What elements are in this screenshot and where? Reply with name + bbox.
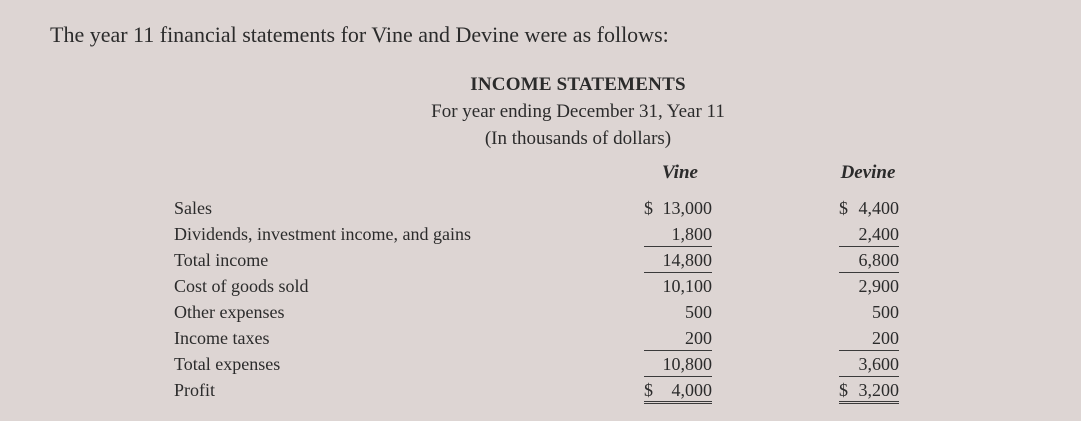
vine-value xyxy=(644,276,712,298)
amount: 500 xyxy=(685,302,712,322)
devine-value xyxy=(839,380,899,404)
devine-value xyxy=(839,276,899,298)
vine-value xyxy=(644,224,712,247)
devine-value xyxy=(839,224,899,247)
row-other-expenses xyxy=(0,300,1081,326)
statement-units: (In thousands of dollars) xyxy=(484,128,672,149)
intro-text: The year 11 financial statements for Vine and Devine were as follows: xyxy=(50,22,669,47)
row-label: Dividends, investment income, and gains xyxy=(174,224,471,244)
row-label: Sales xyxy=(174,198,212,218)
amount: 3,200 xyxy=(858,380,899,400)
amount: 200 xyxy=(872,328,899,348)
amount: 10,800 xyxy=(662,354,712,374)
amount: 2,400 xyxy=(858,224,899,244)
amount: 6,800 xyxy=(858,250,899,270)
row-label: Total income xyxy=(174,250,269,270)
row-cost-of-goods-sold xyxy=(0,274,1081,300)
amount: 3,600 xyxy=(858,354,899,374)
row-label: Total expenses xyxy=(174,354,281,374)
amount: 1,800 xyxy=(671,224,712,244)
row-sales xyxy=(0,196,1081,222)
vine-value xyxy=(644,354,712,377)
row-total-expenses xyxy=(0,352,1081,378)
row-label: Income taxes xyxy=(174,328,270,348)
vine-value xyxy=(644,198,712,220)
row-income-taxes xyxy=(0,326,1081,352)
amount: 4,400 xyxy=(858,198,899,218)
devine-value xyxy=(839,250,899,273)
vine-value xyxy=(644,250,712,273)
devine-value xyxy=(839,302,899,324)
row-total-income xyxy=(0,248,1081,274)
currency-symbol: $ xyxy=(644,198,653,218)
column-header-vine: Vine xyxy=(662,162,698,183)
currency-symbol: $ xyxy=(839,198,848,218)
row-profit xyxy=(0,378,1081,404)
vine-value xyxy=(644,328,712,351)
amount: 2,900 xyxy=(858,276,899,296)
amount: 200 xyxy=(685,328,712,348)
devine-value xyxy=(839,328,899,351)
column-header-devine: Devine xyxy=(840,162,896,183)
devine-value xyxy=(839,354,899,377)
row-dividends xyxy=(0,222,1081,248)
currency-symbol: $ xyxy=(839,380,848,400)
amount: 13,000 xyxy=(662,198,712,218)
vine-value xyxy=(644,380,712,404)
amount: 500 xyxy=(872,302,899,322)
amount: 4,000 xyxy=(671,380,712,400)
amount: 10,100 xyxy=(662,276,712,296)
amount: 14,800 xyxy=(662,250,712,270)
currency-symbol: $ xyxy=(644,380,653,400)
statement-title: INCOME STATEMENTS xyxy=(470,74,686,95)
row-label: Cost of goods sold xyxy=(174,276,309,296)
row-label: Profit xyxy=(174,380,216,400)
vine-value xyxy=(644,302,712,324)
row-label: Other expenses xyxy=(174,302,285,322)
statement-period: For year ending December 31, Year 11 xyxy=(431,101,725,122)
devine-value xyxy=(839,198,899,220)
